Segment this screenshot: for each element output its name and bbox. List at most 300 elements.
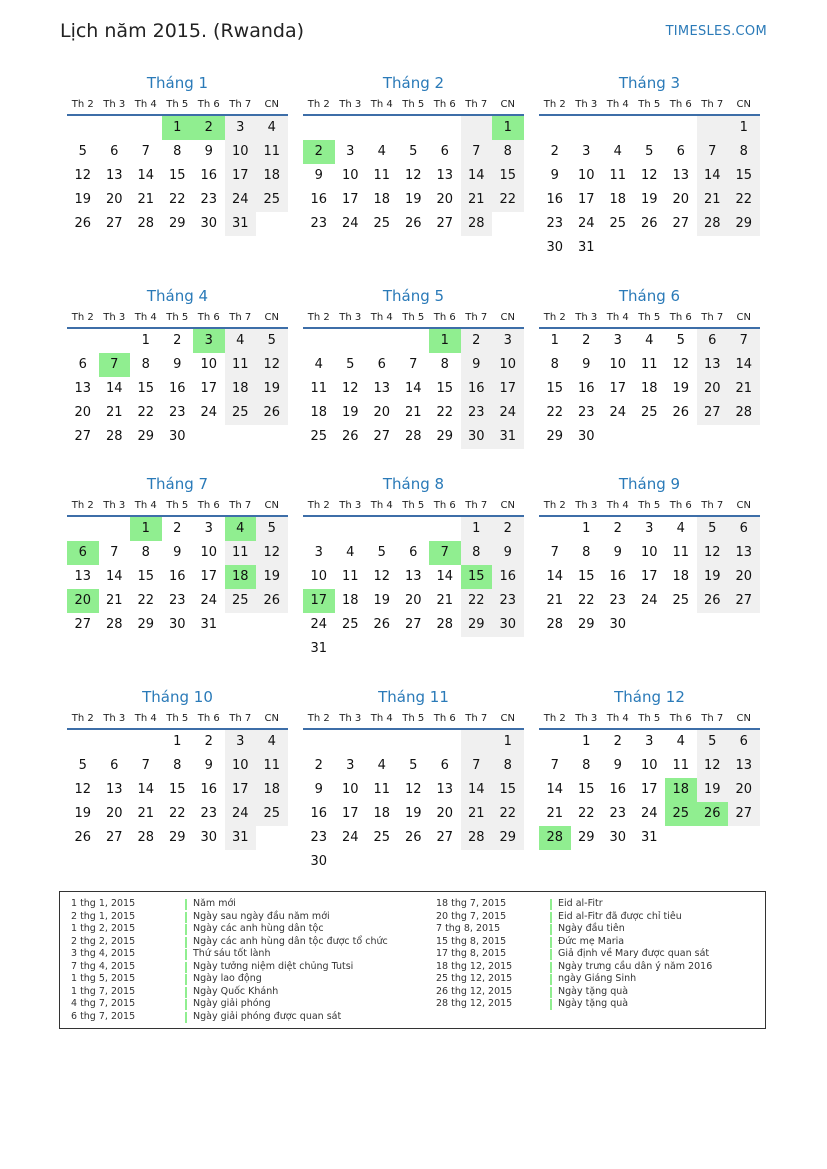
day-cell[interactable]: 15 xyxy=(461,565,493,589)
day-cell[interactable]: 5 xyxy=(409,758,418,773)
day-cell[interactable]: 9 xyxy=(204,144,213,159)
day-cell[interactable]: 11 xyxy=(640,357,658,372)
day-cell[interactable]: 1 xyxy=(429,329,461,353)
day-cell[interactable]: 31 xyxy=(225,212,257,236)
day-cell[interactable]: 15 xyxy=(137,569,155,584)
day-cell[interactable]: 11 xyxy=(672,545,690,560)
day-cell[interactable]: 7 xyxy=(461,754,493,778)
day-cell[interactable]: 22 xyxy=(137,593,155,608)
day-cell[interactable]: 3 xyxy=(346,144,355,159)
day-cell[interactable]: 26 xyxy=(373,617,391,632)
day-cell[interactable]: 25 xyxy=(373,216,391,231)
day-cell[interactable]: 4 xyxy=(314,357,323,372)
day-cell[interactable]: 17 xyxy=(640,569,658,584)
day-cell[interactable]: 30 xyxy=(492,613,524,637)
day-cell[interactable]: 2 xyxy=(173,521,182,536)
day-cell[interactable]: 7 xyxy=(461,140,493,164)
day-cell[interactable]: 2 xyxy=(613,521,622,536)
day-cell[interactable]: 22 xyxy=(461,589,493,613)
day-cell[interactable]: 26 xyxy=(404,830,422,845)
day-cell[interactable]: 17 xyxy=(577,192,595,207)
day-cell[interactable]: 18 xyxy=(256,778,288,802)
day-cell[interactable]: 20 xyxy=(105,192,123,207)
day-cell[interactable]: 14 xyxy=(105,381,123,396)
day-cell[interactable]: 16 xyxy=(310,806,328,821)
day-cell[interactable]: 26 xyxy=(256,401,288,425)
day-cell[interactable]: 7 xyxy=(409,357,418,372)
day-cell[interactable]: 10 xyxy=(341,782,359,797)
day-cell[interactable]: 1 xyxy=(141,333,150,348)
day-cell[interactable]: 13 xyxy=(105,782,123,797)
day-cell[interactable]: 28 xyxy=(137,216,155,231)
day-cell[interactable]: 9 xyxy=(173,357,182,372)
day-cell[interactable]: 25 xyxy=(225,401,257,425)
day-cell[interactable]: 15 xyxy=(168,782,186,797)
day-cell[interactable]: 29 xyxy=(728,212,760,236)
day-cell[interactable]: 27 xyxy=(105,216,123,231)
day-cell[interactable]: 8 xyxy=(141,357,150,372)
day-cell[interactable]: 26 xyxy=(74,216,92,231)
day-cell[interactable]: 25 xyxy=(225,589,257,613)
day-cell[interactable]: 31 xyxy=(200,617,218,632)
day-cell[interactable]: 6 xyxy=(67,541,99,565)
day-cell[interactable]: 17 xyxy=(640,782,658,797)
day-cell[interactable]: 29 xyxy=(577,830,595,845)
day-cell[interactable]: 25 xyxy=(256,188,288,212)
day-cell[interactable]: 18 xyxy=(341,593,359,608)
day-cell[interactable]: 28 xyxy=(546,617,564,632)
day-cell[interactable]: 4 xyxy=(645,333,654,348)
day-cell[interactable]: 28 xyxy=(436,617,454,632)
day-cell[interactable]: 28 xyxy=(461,826,493,850)
day-cell[interactable]: 3 xyxy=(225,116,257,140)
day-cell[interactable]: 5 xyxy=(676,333,685,348)
day-cell[interactable]: 29 xyxy=(137,617,155,632)
day-cell[interactable]: 21 xyxy=(105,593,123,608)
day-cell[interactable]: 17 xyxy=(492,377,524,401)
day-cell[interactable]: 1 xyxy=(461,517,493,541)
day-cell[interactable]: 12 xyxy=(256,541,288,565)
day-cell[interactable]: 11 xyxy=(341,569,359,584)
day-cell[interactable]: 12 xyxy=(341,381,359,396)
day-cell[interactable]: 23 xyxy=(492,589,524,613)
day-cell[interactable]: 7 xyxy=(697,140,729,164)
day-cell[interactable]: 8 xyxy=(582,545,591,560)
day-cell[interactable]: 2 xyxy=(173,333,182,348)
day-cell[interactable]: 1 xyxy=(492,730,524,754)
day-cell[interactable]: 29 xyxy=(461,613,493,637)
day-cell[interactable]: 9 xyxy=(204,758,213,773)
day-cell[interactable]: 10 xyxy=(609,357,627,372)
day-cell[interactable]: 19 xyxy=(256,377,288,401)
day-cell[interactable]: 8 xyxy=(173,758,182,773)
day-cell[interactable]: 24 xyxy=(200,593,218,608)
day-cell[interactable]: 28 xyxy=(728,401,760,425)
day-cell[interactable]: 24 xyxy=(341,216,359,231)
day-cell[interactable]: 3 xyxy=(613,333,622,348)
day-cell[interactable]: 4 xyxy=(256,730,288,754)
day-cell[interactable]: 6 xyxy=(697,329,729,353)
day-cell[interactable]: 4 xyxy=(256,116,288,140)
day-cell[interactable]: 6 xyxy=(110,144,119,159)
day-cell[interactable]: 11 xyxy=(256,140,288,164)
day-cell[interactable]: 18 xyxy=(672,569,690,584)
day-cell[interactable]: 23 xyxy=(461,401,493,425)
day-cell[interactable]: 10 xyxy=(492,353,524,377)
day-cell[interactable]: 22 xyxy=(137,405,155,420)
day-cell[interactable]: 26 xyxy=(672,405,690,420)
day-cell[interactable]: 4 xyxy=(676,734,685,749)
day-cell[interactable]: 7 xyxy=(110,545,119,560)
day-cell[interactable]: 3 xyxy=(645,734,654,749)
day-cell[interactable]: 2 xyxy=(193,116,225,140)
day-cell[interactable]: 2 xyxy=(550,144,559,159)
day-cell[interactable]: 19 xyxy=(404,192,422,207)
site-link[interactable]: TIMESLES.COM xyxy=(665,24,767,39)
day-cell[interactable]: 14 xyxy=(137,168,155,183)
day-cell[interactable]: 18 xyxy=(256,164,288,188)
day-cell[interactable]: 2 xyxy=(303,140,335,164)
day-cell[interactable]: 19 xyxy=(74,192,92,207)
day-cell[interactable]: 10 xyxy=(225,140,257,164)
day-cell[interactable]: 25 xyxy=(665,802,697,826)
day-cell[interactable]: 4 xyxy=(225,329,257,353)
day-cell[interactable]: 22 xyxy=(492,802,524,826)
day-cell[interactable]: 9 xyxy=(582,357,591,372)
day-cell[interactable]: 19 xyxy=(74,806,92,821)
day-cell[interactable]: 25 xyxy=(672,593,690,608)
day-cell[interactable]: 30 xyxy=(200,216,218,231)
day-cell[interactable]: 22 xyxy=(492,188,524,212)
day-cell[interactable]: 25 xyxy=(256,802,288,826)
day-cell[interactable]: 2 xyxy=(461,329,493,353)
day-cell[interactable]: 14 xyxy=(461,164,493,188)
day-cell[interactable]: 9 xyxy=(314,782,323,797)
day-cell[interactable]: 6 xyxy=(409,545,418,560)
day-cell[interactable]: 2 xyxy=(492,517,524,541)
day-cell[interactable]: 16 xyxy=(200,782,218,797)
day-cell[interactable]: 28 xyxy=(105,429,123,444)
day-cell[interactable]: 2 xyxy=(613,734,622,749)
day-cell[interactable]: 11 xyxy=(672,758,690,773)
day-cell[interactable]: 13 xyxy=(728,541,760,565)
day-cell[interactable]: 20 xyxy=(436,192,454,207)
day-cell[interactable]: 17 xyxy=(609,381,627,396)
day-cell[interactable]: 22 xyxy=(577,593,595,608)
day-cell[interactable]: 30 xyxy=(577,429,595,444)
day-cell[interactable]: 10 xyxy=(577,168,595,183)
day-cell[interactable]: 17 xyxy=(225,778,257,802)
day-cell[interactable]: 9 xyxy=(173,545,182,560)
day-cell[interactable]: 6 xyxy=(78,357,87,372)
day-cell[interactable]: 16 xyxy=(492,565,524,589)
day-cell[interactable]: 5 xyxy=(377,545,386,560)
day-cell[interactable]: 22 xyxy=(168,192,186,207)
day-cell[interactable]: 6 xyxy=(728,730,760,754)
day-cell[interactable]: 29 xyxy=(546,429,564,444)
day-cell[interactable]: 3 xyxy=(492,329,524,353)
day-cell[interactable]: 20 xyxy=(404,593,422,608)
day-cell[interactable]: 20 xyxy=(105,806,123,821)
day-cell[interactable]: 26 xyxy=(341,429,359,444)
day-cell[interactable]: 21 xyxy=(546,806,564,821)
day-cell[interactable]: 12 xyxy=(697,541,729,565)
day-cell[interactable]: 12 xyxy=(640,168,658,183)
day-cell[interactable]: 15 xyxy=(492,164,524,188)
day-cell[interactable]: 3 xyxy=(193,329,225,353)
day-cell[interactable]: 7 xyxy=(99,353,131,377)
day-cell[interactable]: 15 xyxy=(168,168,186,183)
day-cell[interactable]: 27 xyxy=(74,617,92,632)
day-cell[interactable]: 29 xyxy=(436,429,454,444)
day-cell[interactable]: 19 xyxy=(256,565,288,589)
day-cell[interactable]: 23 xyxy=(310,216,328,231)
day-cell[interactable]: 5 xyxy=(256,329,288,353)
day-cell[interactable]: 29 xyxy=(137,429,155,444)
day-cell[interactable]: 28 xyxy=(461,212,493,236)
day-cell[interactable]: 18 xyxy=(225,377,257,401)
day-cell[interactable]: 19 xyxy=(697,565,729,589)
day-cell[interactable]: 18 xyxy=(310,405,328,420)
day-cell[interactable]: 7 xyxy=(141,758,150,773)
day-cell[interactable]: 26 xyxy=(404,216,422,231)
day-cell[interactable]: 10 xyxy=(341,168,359,183)
day-cell[interactable]: 13 xyxy=(373,381,391,396)
day-cell[interactable]: 26 xyxy=(697,589,729,613)
day-cell[interactable]: 21 xyxy=(137,192,155,207)
day-cell[interactable]: 29 xyxy=(168,216,186,231)
day-cell[interactable]: 27 xyxy=(436,216,454,231)
day-cell[interactable]: 11 xyxy=(310,381,328,396)
day-cell[interactable]: 19 xyxy=(373,593,391,608)
day-cell[interactable]: 13 xyxy=(672,168,690,183)
day-cell[interactable]: 6 xyxy=(440,758,449,773)
day-cell[interactable]: 27 xyxy=(404,617,422,632)
day-cell[interactable]: 8 xyxy=(728,140,760,164)
day-cell[interactable]: 27 xyxy=(697,401,729,425)
day-cell[interactable]: 7 xyxy=(728,329,760,353)
day-cell[interactable]: 14 xyxy=(461,778,493,802)
day-cell[interactable]: 30 xyxy=(200,830,218,845)
day-cell[interactable]: 7 xyxy=(550,545,559,560)
day-cell[interactable]: 26 xyxy=(256,589,288,613)
day-cell[interactable]: 1 xyxy=(130,517,162,541)
day-cell[interactable]: 5 xyxy=(256,517,288,541)
day-cell[interactable]: 18 xyxy=(609,192,627,207)
day-cell[interactable]: 19 xyxy=(672,381,690,396)
day-cell[interactable]: 10 xyxy=(310,569,328,584)
day-cell[interactable]: 25 xyxy=(373,830,391,845)
day-cell[interactable]: 23 xyxy=(200,806,218,821)
day-cell[interactable]: 16 xyxy=(577,381,595,396)
day-cell[interactable]: 27 xyxy=(373,429,391,444)
day-cell[interactable]: 24 xyxy=(225,188,257,212)
day-cell[interactable]: 10 xyxy=(200,545,218,560)
day-cell[interactable]: 13 xyxy=(436,782,454,797)
day-cell[interactable]: 31 xyxy=(640,830,658,845)
day-cell[interactable]: 1 xyxy=(582,521,591,536)
day-cell[interactable]: 27 xyxy=(436,830,454,845)
day-cell[interactable]: 4 xyxy=(225,517,257,541)
day-cell[interactable]: 21 xyxy=(697,188,729,212)
day-cell[interactable]: 31 xyxy=(492,425,524,449)
day-cell[interactable]: 8 xyxy=(550,357,559,372)
day-cell[interactable]: 7 xyxy=(141,144,150,159)
day-cell[interactable]: 23 xyxy=(577,405,595,420)
day-cell[interactable]: 8 xyxy=(461,541,493,565)
day-cell[interactable]: 16 xyxy=(310,192,328,207)
day-cell[interactable]: 1 xyxy=(492,116,524,140)
day-cell[interactable]: 28 xyxy=(137,830,155,845)
day-cell[interactable]: 18 xyxy=(665,778,697,802)
day-cell[interactable]: 30 xyxy=(609,830,627,845)
day-cell[interactable]: 25 xyxy=(310,429,328,444)
day-cell[interactable]: 24 xyxy=(609,405,627,420)
day-cell[interactable]: 19 xyxy=(341,405,359,420)
day-cell[interactable]: 1 xyxy=(728,116,760,140)
day-cell[interactable]: 10 xyxy=(200,357,218,372)
day-cell[interactable]: 11 xyxy=(256,754,288,778)
day-cell[interactable]: 12 xyxy=(373,569,391,584)
day-cell[interactable]: 21 xyxy=(105,405,123,420)
day-cell[interactable]: 18 xyxy=(640,381,658,396)
day-cell[interactable]: 8 xyxy=(141,545,150,560)
day-cell[interactable]: 27 xyxy=(74,429,92,444)
day-cell[interactable]: 21 xyxy=(461,802,493,826)
day-cell[interactable]: 15 xyxy=(577,782,595,797)
day-cell[interactable]: 23 xyxy=(546,216,564,231)
day-cell[interactable]: 8 xyxy=(492,140,524,164)
day-cell[interactable]: 4 xyxy=(613,144,622,159)
day-cell[interactable]: 11 xyxy=(225,353,257,377)
day-cell[interactable]: 24 xyxy=(310,617,328,632)
day-cell[interactable]: 23 xyxy=(609,593,627,608)
day-cell[interactable]: 23 xyxy=(310,830,328,845)
day-cell[interactable]: 5 xyxy=(645,144,654,159)
day-cell[interactable]: 8 xyxy=(492,754,524,778)
day-cell[interactable]: 9 xyxy=(613,758,622,773)
day-cell[interactable]: 17 xyxy=(303,589,335,613)
day-cell[interactable]: 1 xyxy=(173,734,182,749)
day-cell[interactable]: 9 xyxy=(461,353,493,377)
day-cell[interactable]: 5 xyxy=(346,357,355,372)
day-cell[interactable]: 17 xyxy=(200,569,218,584)
day-cell[interactable]: 27 xyxy=(672,216,690,231)
day-cell[interactable]: 14 xyxy=(436,569,454,584)
day-cell[interactable]: 11 xyxy=(609,168,627,183)
day-cell[interactable]: 26 xyxy=(697,802,729,826)
day-cell[interactable]: 12 xyxy=(404,168,422,183)
day-cell[interactable]: 8 xyxy=(582,758,591,773)
day-cell[interactable]: 2 xyxy=(204,734,213,749)
day-cell[interactable]: 7 xyxy=(429,541,461,565)
day-cell[interactable]: 12 xyxy=(697,754,729,778)
day-cell[interactable]: 22 xyxy=(546,405,564,420)
day-cell[interactable]: 21 xyxy=(404,405,422,420)
day-cell[interactable]: 5 xyxy=(409,144,418,159)
day-cell[interactable]: 13 xyxy=(728,754,760,778)
day-cell[interactable]: 20 xyxy=(728,565,760,589)
day-cell[interactable]: 23 xyxy=(200,192,218,207)
day-cell[interactable]: 28 xyxy=(404,429,422,444)
day-cell[interactable]: 9 xyxy=(314,168,323,183)
day-cell[interactable]: 30 xyxy=(168,617,186,632)
day-cell[interactable]: 13 xyxy=(404,569,422,584)
day-cell[interactable]: 21 xyxy=(436,593,454,608)
day-cell[interactable]: 22 xyxy=(436,405,454,420)
day-cell[interactable]: 19 xyxy=(697,778,729,802)
day-cell[interactable]: 12 xyxy=(74,168,92,183)
day-cell[interactable]: 8 xyxy=(173,144,182,159)
day-cell[interactable]: 6 xyxy=(110,758,119,773)
day-cell[interactable]: 21 xyxy=(461,188,493,212)
day-cell[interactable]: 17 xyxy=(341,192,359,207)
day-cell[interactable]: 27 xyxy=(728,802,760,826)
day-cell[interactable]: 12 xyxy=(74,782,92,797)
day-cell[interactable]: 15 xyxy=(492,778,524,802)
day-cell[interactable]: 3 xyxy=(314,545,323,560)
day-cell[interactable]: 28 xyxy=(105,617,123,632)
day-cell[interactable]: 20 xyxy=(697,377,729,401)
day-cell[interactable]: 24 xyxy=(640,593,658,608)
day-cell[interactable]: 3 xyxy=(582,144,591,159)
day-cell[interactable]: 15 xyxy=(436,381,454,396)
day-cell[interactable]: 8 xyxy=(440,357,449,372)
day-cell[interactable]: 17 xyxy=(341,806,359,821)
day-cell[interactable]: 13 xyxy=(74,569,92,584)
day-cell[interactable]: 3 xyxy=(225,730,257,754)
day-cell[interactable]: 29 xyxy=(168,830,186,845)
day-cell[interactable]: 30 xyxy=(546,240,564,255)
day-cell[interactable]: 11 xyxy=(373,782,391,797)
day-cell[interactable]: 16 xyxy=(546,192,564,207)
day-cell[interactable]: 13 xyxy=(697,353,729,377)
day-cell[interactable]: 4 xyxy=(676,521,685,536)
day-cell[interactable]: 15 xyxy=(546,381,564,396)
day-cell[interactable]: 23 xyxy=(609,806,627,821)
day-cell[interactable]: 30 xyxy=(609,617,627,632)
day-cell[interactable]: 27 xyxy=(728,589,760,613)
day-cell[interactable]: 6 xyxy=(440,144,449,159)
day-cell[interactable]: 17 xyxy=(225,164,257,188)
day-cell[interactable]: 21 xyxy=(137,806,155,821)
day-cell[interactable]: 31 xyxy=(310,641,328,656)
day-cell[interactable]: 5 xyxy=(697,730,729,754)
day-cell[interactable]: 24 xyxy=(640,806,658,821)
day-cell[interactable]: 22 xyxy=(577,806,595,821)
day-cell[interactable]: 20 xyxy=(436,806,454,821)
day-cell[interactable]: 16 xyxy=(168,381,186,396)
day-cell[interactable]: 30 xyxy=(310,854,328,869)
day-cell[interactable]: 6 xyxy=(377,357,386,372)
day-cell[interactable]: 16 xyxy=(200,168,218,183)
day-cell[interactable]: 16 xyxy=(168,569,186,584)
day-cell[interactable]: 6 xyxy=(728,517,760,541)
day-cell[interactable]: 16 xyxy=(609,569,627,584)
day-cell[interactable]: 10 xyxy=(640,758,658,773)
day-cell[interactable]: 10 xyxy=(225,754,257,778)
day-cell[interactable]: 24 xyxy=(200,405,218,420)
day-cell[interactable]: 24 xyxy=(225,802,257,826)
day-cell[interactable]: 21 xyxy=(728,377,760,401)
day-cell[interactable]: 18 xyxy=(373,806,391,821)
day-cell[interactable]: 16 xyxy=(609,782,627,797)
day-cell[interactable]: 23 xyxy=(168,593,186,608)
day-cell[interactable]: 12 xyxy=(404,782,422,797)
day-cell[interactable]: 1 xyxy=(582,734,591,749)
day-cell[interactable]: 9 xyxy=(492,541,524,565)
day-cell[interactable]: 15 xyxy=(137,381,155,396)
